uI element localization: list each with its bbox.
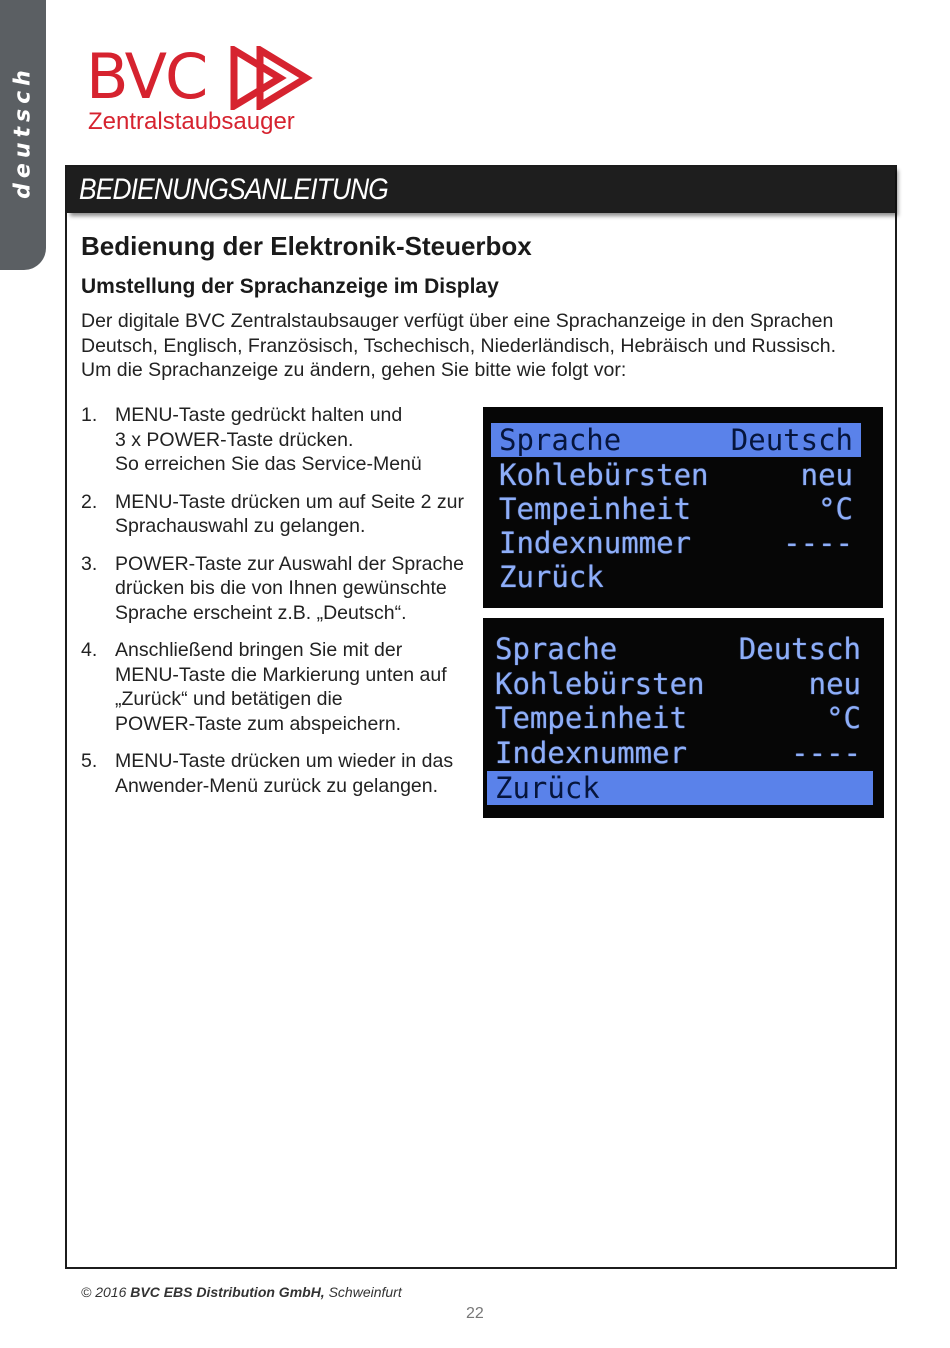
step-text: MENU-Taste die Markierung unten auf [115, 663, 447, 686]
step-list [81, 403, 476, 811]
lcd-row-label: Indexnummer [499, 526, 692, 560]
lcd-row-label: Indexnummer [495, 736, 688, 770]
lcd-row [487, 771, 873, 805]
logo-wordmark: BVC [86, 40, 207, 113]
step-item [81, 490, 476, 539]
lcd-row-label: Sprache [499, 423, 622, 457]
company-name: BVC EBS Distribution GmbH, [130, 1284, 325, 1300]
lcd-row-value: neu [800, 458, 853, 492]
lcd-display-1 [483, 407, 883, 608]
step-number: 5. [81, 750, 98, 772]
lcd-row-value: Deutsch [738, 632, 861, 666]
lcd-row-label: Tempeinheit [499, 492, 692, 526]
page-title: BEDIENUNGSANLEITUNG [79, 173, 388, 206]
step-number: 4. [81, 639, 98, 661]
intro-line: Deutsch, Englisch, Französisch, Tschechisch, Niederländisch, Hebräisch und Russisch. [81, 334, 837, 357]
title-bar [67, 167, 895, 213]
lcd-row-value: °C [818, 492, 853, 526]
lcd-row [487, 667, 869, 701]
intro-line: Um die Sprachanzeige zu ändern, gehen Sie bitte wie folgt vor: [81, 359, 627, 381]
step-text: 3 x POWER-Taste drücken. [115, 428, 354, 451]
language-tab-label: deutsch [10, 65, 36, 199]
lcd-row-label: Sprache [495, 632, 618, 666]
step-item [81, 749, 476, 798]
logo-subtitle: Zentralstaubsauger [88, 108, 295, 135]
copyright-year: © 2016 [81, 1284, 127, 1300]
logo-triangle-icon [230, 46, 316, 110]
lcd-row [491, 423, 861, 457]
step-text: MENU-Taste drücken um auf Seite 2 zur [115, 490, 464, 513]
company-city: Schweinfurt [328, 1284, 402, 1300]
lcd-row [487, 632, 869, 666]
lcd-row [487, 736, 869, 770]
step-item [81, 552, 476, 626]
lcd-row-label: Kohlebürsten [495, 667, 705, 701]
content-frame [65, 165, 897, 1269]
page-number: 22 [466, 1305, 484, 1322]
lcd-row-label: Kohlebürsten [499, 458, 709, 492]
lcd-row [491, 526, 861, 560]
lcd-row-value: °C [826, 701, 861, 735]
footer-copyright [81, 1284, 402, 1300]
step-number: 3. [81, 552, 98, 575]
lcd-row-value: ---- [791, 736, 861, 770]
lcd-row-label: Zurück [495, 771, 600, 805]
step-item [81, 403, 476, 477]
lcd-row-value: Deutsch [730, 423, 853, 457]
step-text: Sprache erscheint z.B. „Deutsch“. [115, 601, 407, 624]
section-heading: Bedienung der Elektronik-Steuerbox [81, 231, 532, 261]
lcd-row-value: ---- [783, 526, 853, 560]
language-tab [0, 0, 46, 270]
intro-paragraph [81, 309, 881, 383]
step-text: „Zurück“ und betätigen die [115, 688, 343, 710]
step-text: Sprachauswahl zu gelangen. [115, 515, 366, 537]
section-subheading: Umstellung der Sprachanzeige im Display [81, 275, 499, 298]
lcd-row [491, 458, 861, 492]
step-text: POWER-Taste zur Auswahl der Sprache [115, 552, 464, 575]
lcd-row [491, 492, 861, 526]
step-item [81, 638, 476, 736]
intro-line: Der digitale BVC Zentralstaubsauger verfügt über eine Sprachanzeige in den Sprachen [81, 310, 834, 332]
step-number: 1. [81, 404, 98, 426]
step-text: Anwender-Menü zurück zu gelangen. [115, 774, 439, 797]
lcd-display-2 [483, 618, 884, 818]
lcd-row [487, 701, 869, 735]
step-text: MENU-Taste gedrückt halten und [115, 404, 403, 426]
lcd-row [491, 560, 861, 594]
lcd-row-label: Zurück [499, 560, 604, 594]
bvc-logo [86, 40, 326, 140]
step-text: POWER-Taste zum abspeichern. [115, 712, 402, 735]
step-text: MENU-Taste drücken um wieder in das [115, 750, 454, 772]
step-text: Anschließend bringen Sie mit der [115, 639, 403, 661]
lcd-row-value: neu [808, 667, 861, 701]
step-text: So erreichen Sie das Service-Menü [115, 453, 422, 475]
step-number: 2. [81, 490, 98, 513]
step-text: drücken bis die von Ihnen gewünschte [115, 577, 447, 599]
lcd-row-label: Tempeinheit [495, 701, 688, 735]
